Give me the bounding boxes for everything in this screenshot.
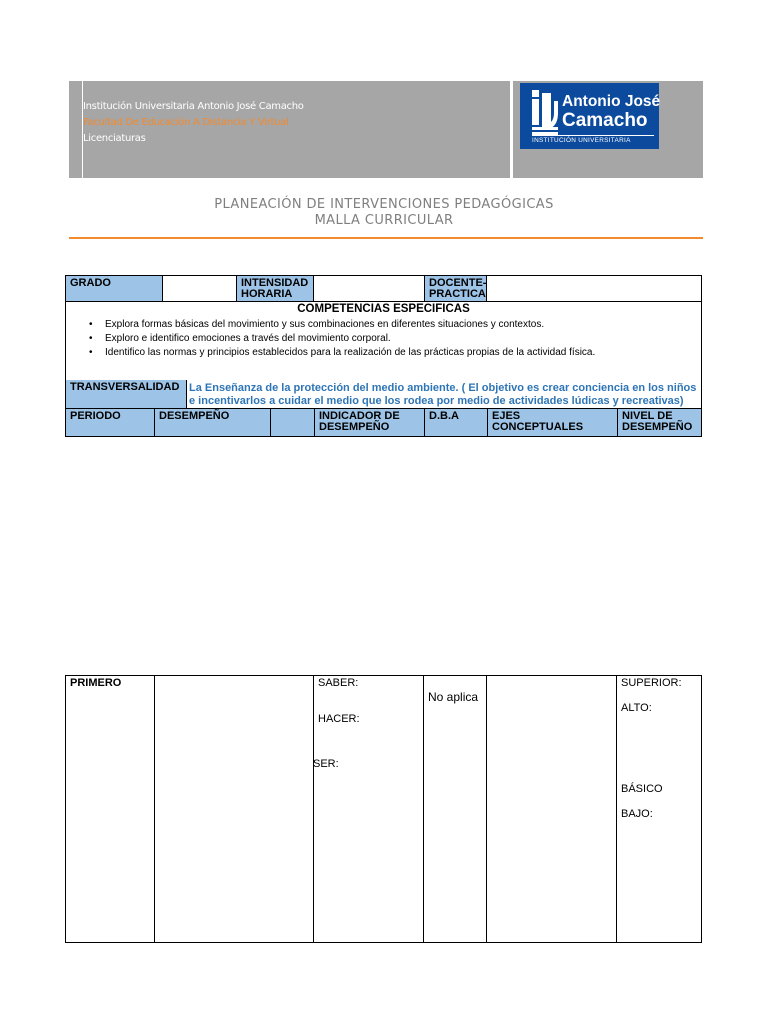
periodo-value: PRIMERO: [70, 677, 122, 689]
institution-info: [83, 99, 304, 147]
title-divider: [69, 237, 703, 239]
header-periodo: PERIODO: [66, 408, 154, 436]
intensidad-label: INTENSIDAD HORARIA: [236, 276, 313, 302]
faculty-name: Facultad De Educación A Distancia Y Virtual: [83, 117, 289, 128]
nivel-bajo[interactable]: BAJO:: [621, 808, 653, 820]
header-dba: D.B.A: [424, 408, 487, 436]
logo-name-line2: Camacho: [562, 110, 648, 131]
docente-value[interactable]: [486, 276, 701, 302]
competencia-item: • Exploro e identifico emociones a través del movimiento corporal.: [89, 332, 595, 346]
header-nivel: NIVEL DE DESEMPEÑO: [617, 408, 701, 436]
competencia-item: • Explora formas básicas del movimiento y sus combinaciones en diferentes situaciones y contextos.: [89, 318, 595, 332]
column-divider: [423, 676, 424, 942]
logo-name: [562, 92, 660, 130]
header-indicador: INDICADOR DE DESEMPEÑO: [314, 408, 424, 436]
competencia-item: • Identifico las normas y principios establecidos para la realización de las prácticas propias de la actividad física.: [89, 346, 595, 360]
document-subtitle: MALLA CURRICULAR: [314, 213, 454, 228]
transversalidad-cell: [186, 380, 701, 408]
header-separator: [510, 81, 513, 178]
nivel-alto[interactable]: ALTO:: [621, 702, 652, 714]
nivel-superior[interactable]: SUPERIOR:: [621, 677, 682, 689]
planning-table: [65, 275, 702, 437]
docente-label: DOCENTE-PRACTICA: [424, 276, 486, 302]
ser-label[interactable]: SER:: [313, 758, 339, 770]
saber-label[interactable]: SABER:: [318, 677, 359, 689]
column-divider: [616, 676, 617, 942]
hacer-label[interactable]: HACER:: [318, 713, 360, 725]
logo-name-line1: Antonio José: [562, 93, 661, 110]
logo-underline: [532, 135, 654, 136]
nivel-basico[interactable]: BÁSICO: [621, 783, 663, 795]
header-ejes: EJES CONCEPTUALES: [487, 408, 617, 436]
column-divider: [486, 676, 487, 942]
program-name: Licenciaturas: [83, 133, 146, 144]
grado-label: GRADO: [66, 276, 162, 302]
competencias-title: COMPETENCIAS ESPECIFICAS: [297, 303, 470, 315]
dba-value: No aplica: [428, 690, 479, 704]
periodo-table: [65, 675, 702, 943]
header-empty: [270, 408, 314, 436]
document-title: PLANEACIÓN DE INTERVENCIONES PEDAGÓGICAS: [214, 197, 554, 212]
institution-name: Institución Universitaria Antonio José Camacho: [83, 101, 304, 112]
header-desempeno: DESEMPEÑO: [154, 408, 270, 436]
intensidad-value[interactable]: [313, 276, 424, 302]
transversalidad-label: TRANSVERSALIDAD: [66, 380, 186, 408]
column-divider: [154, 676, 155, 942]
column-divider: [313, 676, 314, 942]
university-logo: [520, 83, 659, 149]
transversalidad-text: La Enseñanza de la protección del medio ambiente. ( El objetivo es crear conciencia en los niños e incentivarlos a cuidar el medio que los rodea por medio de actividades lúdicas y recreativas): [189, 382, 697, 407]
competencias-list: [89, 318, 595, 360]
grado-value[interactable]: [162, 276, 236, 302]
logo-subtitle: INSTITUCIÓN UNIVERSITARIA: [532, 137, 631, 144]
